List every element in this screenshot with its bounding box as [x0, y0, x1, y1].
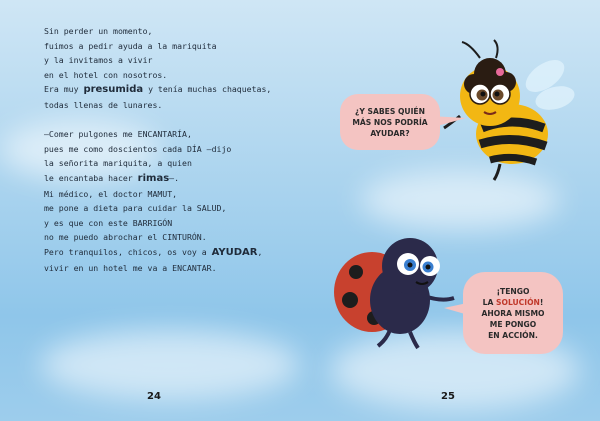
text-line — [488, 330, 538, 341]
text-segment: me pone a dieta para cuidar la SALUD, — [44, 203, 227, 214]
text-line — [44, 216, 304, 231]
text-segment: , — [257, 246, 263, 257]
text-segment: todas llenas de lunares. — [44, 99, 163, 110]
text-segment: ¡TENGO — [496, 286, 530, 296]
text-segment: Mi médico, el doctor MAMUT, — [44, 188, 178, 199]
page-number-right: 25 — [441, 391, 455, 402]
bee-illustration — [440, 36, 590, 186]
text-line — [44, 24, 304, 39]
bee-speech-bubble — [340, 94, 440, 150]
bubble-line: AYUDAR? — [370, 128, 410, 138]
text-segment: le encantaba hacer — [44, 172, 138, 183]
text-line — [44, 230, 304, 245]
text-line — [483, 297, 544, 308]
text-segment: —. — [169, 172, 180, 183]
text-segment: y es que con este BARRIGÓN — [44, 217, 173, 228]
text-segment: Pero tranquilos, chicos, os voy a — [44, 246, 212, 257]
text-segment: en el hotel con nosotros. — [44, 69, 168, 80]
text-segment: ! — [539, 297, 544, 307]
text-line — [44, 187, 304, 202]
text-line — [44, 39, 304, 54]
highlighted-word: SOLUCIÓN — [496, 297, 540, 307]
text-line — [44, 201, 304, 216]
text-line — [44, 98, 304, 113]
text-segment: la señorita mariquita, a quien — [44, 158, 192, 169]
left-page-text — [44, 24, 304, 275]
text-segment: LA — [482, 297, 497, 307]
bubble-line: MÁS NOS PODRÍA — [352, 117, 428, 127]
text-segment: EN ACCIÓN. — [488, 330, 538, 340]
text-line — [44, 261, 304, 276]
bubble-line: ¿Y SABES QUIÉN — [355, 106, 425, 116]
text-line — [482, 308, 545, 319]
text-line — [44, 68, 304, 83]
text-line — [44, 53, 304, 68]
text-segment: vivir en un hotel me va a ENCANTAR. — [44, 262, 217, 273]
ladybug-illustration — [320, 222, 470, 352]
text-segment: no me puedo abrochar el CINTURÓN. — [44, 232, 207, 243]
highlighted-word: AYUDAR — [211, 246, 258, 258]
text-segment: y la invitamos a vivir — [44, 55, 153, 66]
text-line — [44, 156, 304, 171]
text-line — [490, 319, 536, 330]
text-line — [497, 286, 530, 297]
highlighted-word: rimas — [137, 172, 170, 184]
text-segment: y tenía muchas chaquetas, — [143, 84, 272, 95]
paragraph-2 — [44, 127, 304, 275]
text-segment: —Comer pulgones me ENCANTARÍA, — [44, 129, 192, 140]
text-segment: ME PONGO — [489, 319, 537, 329]
text-segment: fuimos a pedir ayuda a la mariquita — [44, 40, 217, 51]
ladybug-speech-bubble — [463, 272, 563, 354]
highlighted-word: presumida — [83, 84, 144, 96]
text-line — [44, 245, 304, 261]
text-segment: AHORA MISMO — [481, 308, 545, 318]
text-line — [44, 82, 304, 98]
text-segment: Era muy — [44, 84, 84, 95]
text-line — [44, 127, 304, 142]
text-line — [44, 171, 304, 187]
text-line — [44, 142, 304, 157]
cloud — [40, 330, 300, 400]
page-number-left: 24 — [147, 391, 161, 402]
paragraph-1 — [44, 24, 304, 113]
text-segment: Sin perder un momento, — [44, 26, 153, 36]
text-segment: pues me como doscientos cada DÍA —dijo — [44, 143, 232, 154]
